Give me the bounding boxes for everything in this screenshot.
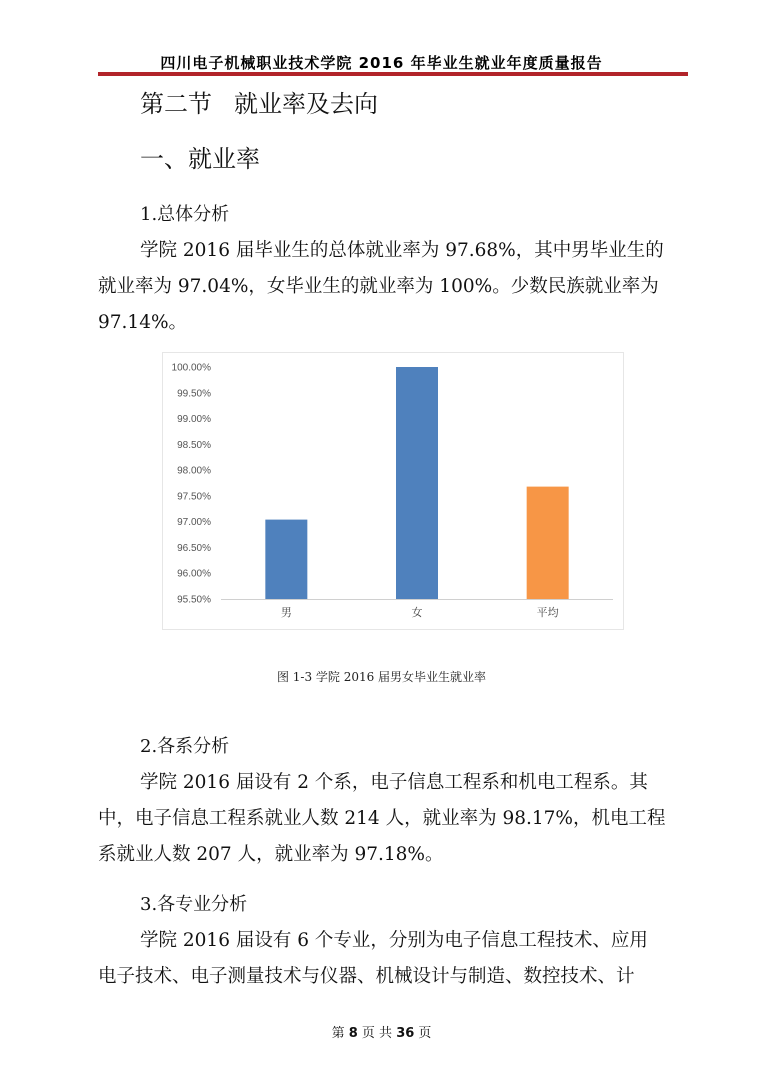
footer-total-pages: 36	[396, 1026, 415, 1041]
paragraph-line: 97.14%。	[98, 312, 188, 333]
bar-1	[396, 367, 438, 599]
paragraph-line: 系就业人数 207 人，就业率为 97.18%。	[98, 844, 444, 865]
y-tick-label: 95.50%	[177, 594, 211, 606]
part3-heading: 3.各专业分析	[140, 894, 248, 915]
y-tick-label: 97.00%	[177, 517, 211, 529]
y-axis	[172, 363, 212, 606]
x-category-label: 女	[411, 606, 423, 619]
employment-rate-chart	[162, 352, 624, 630]
y-tick-label: 99.00%	[177, 414, 211, 426]
y-tick-label: 99.50%	[177, 388, 211, 400]
paragraph-line: 学院 2016 届设有 2 个系，电子信息工程系和机电工程系。其	[140, 772, 648, 793]
section-heading	[140, 84, 378, 119]
y-tick-label: 98.00%	[177, 465, 211, 477]
footer-middle: 页 共	[361, 1026, 393, 1041]
paragraph-line: 就业率为 97.04%，女毕业生的就业率为 100%。少数民族就业率为	[98, 276, 659, 297]
y-tick-label: 96.00%	[177, 568, 211, 580]
part3-paragraph	[98, 923, 690, 995]
y-tick-label: 98.50%	[177, 439, 211, 451]
bars	[265, 367, 568, 599]
y-tick-label: 96.50%	[177, 542, 211, 554]
paragraph-line: 中，电子信息工程系就业人数 214 人，就业率为 98.17%，机电工程	[98, 808, 666, 829]
figure-caption: 图 1-3 学院 2016 届男女毕业生就业率	[276, 670, 487, 684]
x-axis	[281, 605, 559, 619]
part2-paragraph	[98, 765, 690, 873]
paragraph-line: 学院 2016 届设有 6 个专业，分别为电子信息工程技术、应用	[140, 930, 648, 951]
y-tick-label: 100.00%	[171, 362, 211, 374]
bar-2	[527, 487, 569, 599]
part2-heading: 2.各系分析	[140, 736, 230, 757]
part1-paragraph	[98, 233, 690, 341]
footer-page-number: 8	[348, 1026, 358, 1041]
paragraph-line: 学院 2016 届毕业生的总体就业率为 97.68%，其中男毕业生的	[140, 240, 664, 261]
paragraph-line: 电子技术、电子测量技术与仪器、机械设计与制造、数控技术、计	[98, 966, 635, 987]
report-header-title: 四川电子机械职业技术学院 2016 年毕业生就业年度质量报告	[160, 54, 603, 72]
x-category-label: 男	[280, 606, 292, 619]
section-label: 第二节	[140, 90, 212, 118]
footer-prefix: 第	[331, 1026, 345, 1041]
part1-heading: 1.总体分析	[140, 204, 230, 225]
header-rule	[98, 72, 688, 76]
section-title: 就业率及去向	[234, 90, 378, 118]
bar-0	[265, 520, 307, 599]
chart-svg	[163, 353, 623, 629]
footer-suffix: 页	[418, 1026, 432, 1041]
y-tick-label: 97.50%	[177, 491, 211, 503]
x-category-label: 平均	[536, 606, 559, 619]
subsection-heading: 一、就业率	[140, 145, 260, 173]
page-footer	[0, 1022, 763, 1041]
